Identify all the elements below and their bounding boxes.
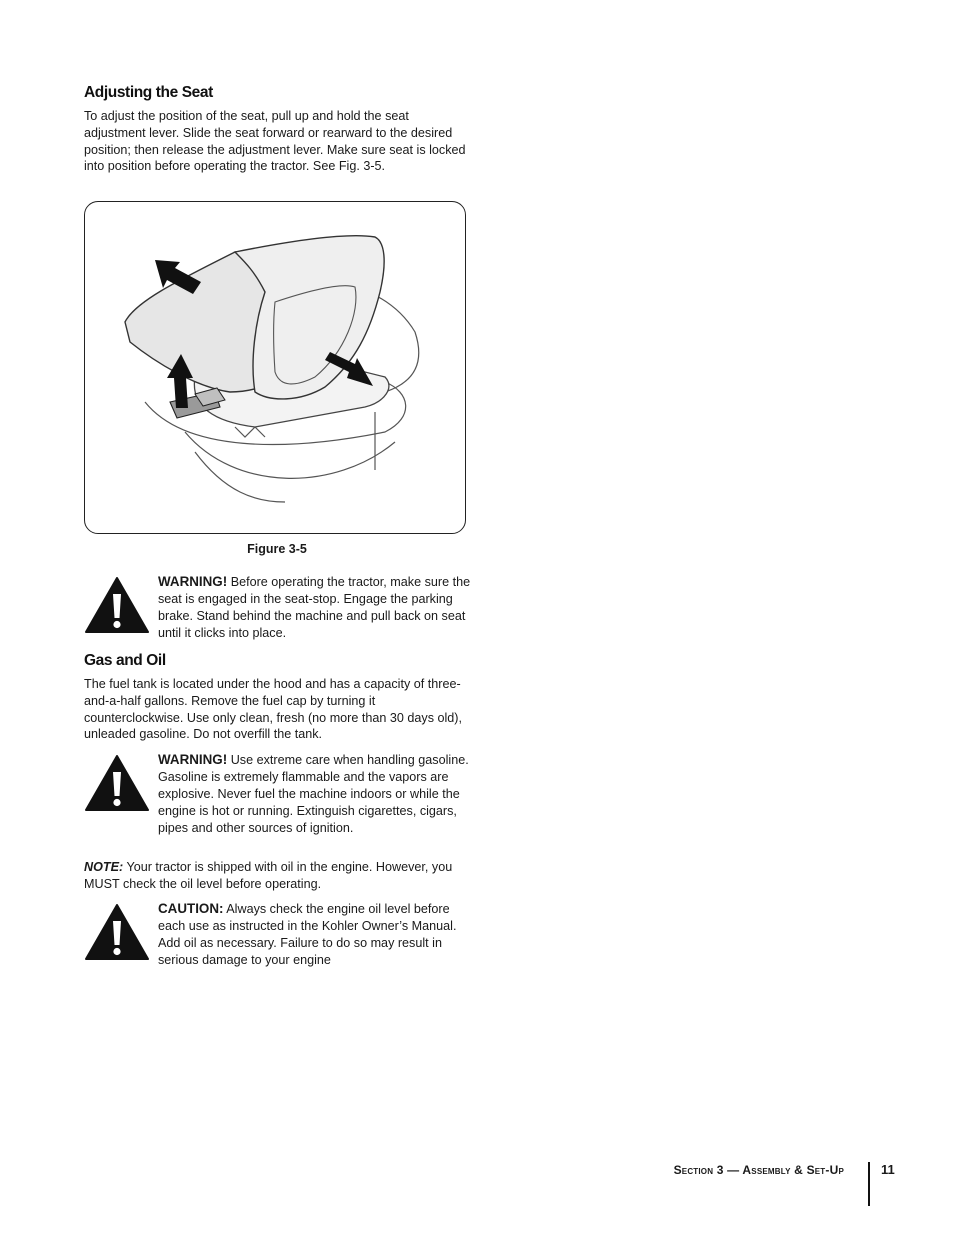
warning-text: Use extreme care when handling gasoline. Gasoline is extremely flammable and the vapors are explosive. Never fuel the machine indoors or while the engine is hot or running. Extinguish cigarettes, cigars, pipes and other sources of ignition. bbox=[158, 753, 469, 835]
seat-illustration bbox=[85, 202, 466, 534]
warning-keyword: WARNING! bbox=[158, 752, 228, 767]
exclamation-triangle-icon bbox=[84, 903, 150, 961]
page-number: 11 bbox=[881, 1162, 895, 1177]
section-footer-label: Section 3 — Assembly & Set-Up bbox=[673, 1163, 844, 1177]
gas-heading: Gas and Oil bbox=[84, 652, 166, 669]
warning-text: Before operating the tractor, make sure the seat is engaged in the seat-stop. Engage the parking brake. Stand behind the machine and pull back on seat until it clicks into place. bbox=[158, 575, 471, 640]
figure-caption: Figure 3-5 bbox=[247, 542, 307, 556]
exclamation-triangle-icon bbox=[84, 576, 150, 634]
seat-figure bbox=[84, 201, 466, 534]
note-keyword: NOTE: bbox=[84, 860, 124, 874]
caution-keyword: CAUTION: bbox=[158, 901, 224, 916]
exclamation-triangle-icon bbox=[84, 754, 150, 812]
seat-heading: Adjusting the Seat bbox=[84, 84, 213, 101]
caution-text: Always check the engine oil level before each use as instructed in the Kohler Owner’s Manual. Add oil as necessary. Failure to do so may result in serious damage to your engine bbox=[158, 902, 457, 967]
warning-keyword: WARNING! bbox=[158, 574, 228, 589]
oil-note bbox=[84, 859, 470, 893]
footer-divider bbox=[868, 1162, 870, 1206]
note-text: Your tractor is shipped with oil in the engine. However, you MUST check the oil level before operating. bbox=[84, 860, 453, 891]
gas-body-text: The fuel tank is located under the hood and has a capacity of three-and-a-half gallons. Remove the fuel cap by turning it counterclockwise. Use only clean, fresh (no more than 30 days old), unleaded gasoline. Do not overfill the tank. bbox=[84, 677, 462, 742]
seat-body-text: To adjust the position of the seat, pull up and hold the seat adjustment lever. Slide the seat forward or rearward to the desired position; then release the adjustment lever. Make sure seat is locked into position before operating the tractor. See Fig. 3-5. bbox=[84, 109, 466, 174]
